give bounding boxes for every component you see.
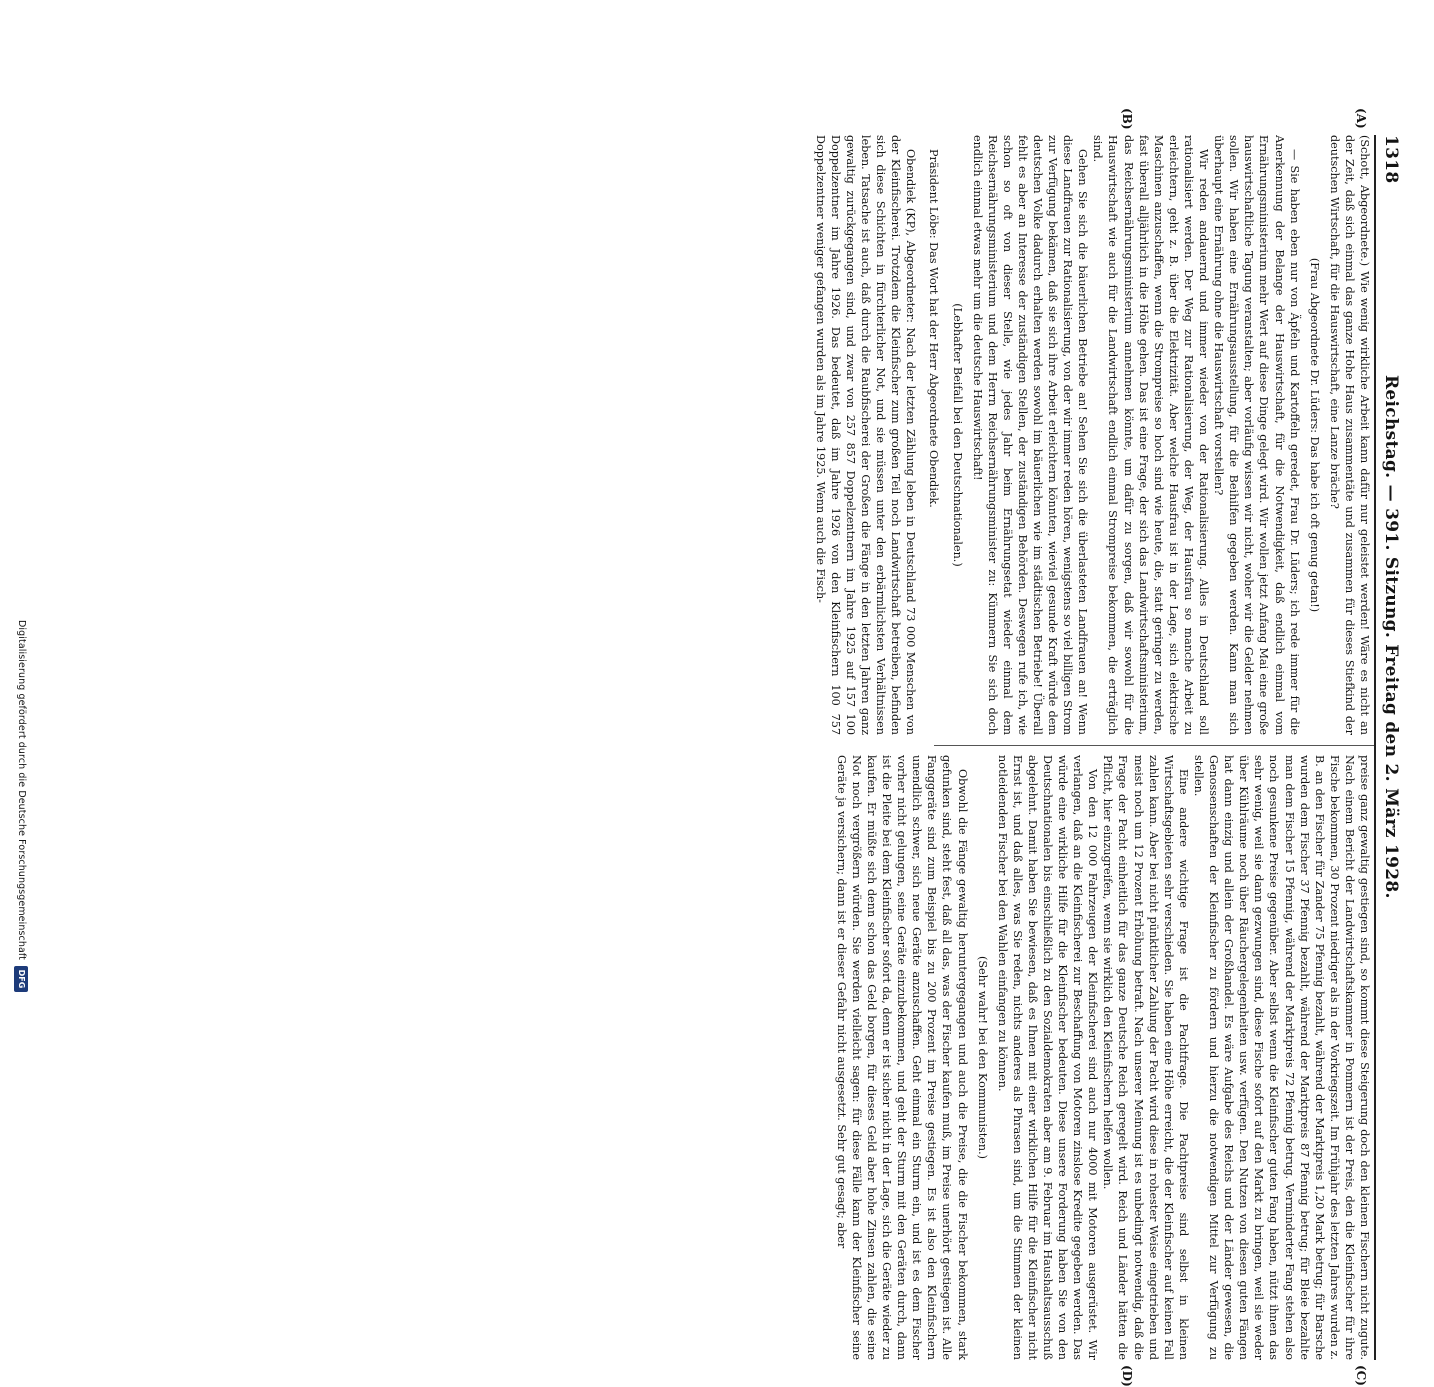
paragraph: Gehen Sie sich die bäuerlichen Betriebe an! Sehen Sie sich die überlasteten Landfrauen an! Wenn diese Landfrauen zur Rationalisierung, von der wir immer reden hören, wenigstens so viel billigen Strom zur Verfügung bekämen, daß sie sich ihre Arbeit erleichtern könnten, wieviel gesunde Kraft würde dem deutschen Volke dadurch erhalten werden sowohl im bäuerlichen wie im städtischen Betriebe! Überall fehlt es aber an Interesse der zuständigen Stellen, der zuständigen Behörden. Deswegen rufe ich, wie schon so oft von dieser Stelle, wie jedes Jahr beim Ernährungsetat wieder einmal dem Reichsernährungsministerium und dem Herrn Reichsernährungsminister zu: Kümmern Sie sich doch endlich einmal etwas mehr um die deutsche Hauswirtschaft! bbox=[970, 135, 1090, 735]
paragraph: Wir reden andauernd und immer wieder von der Rationalisierung. Alles in Deutschland soll rationalisiert werden. Der Weg zur Rationalisierung, der Weg, der Hausfrau so manche Arbeit zu erleichtern, geht z. B. über die Elektrizität. Aber welche Hausfrau ist in der Lage, sich elektrische Maschinen anzuschaffen, wenn die Strompreise so hoch sind wie heute, die, statt geringer zu werden, fast überall alljährlich in die Höhe gehen. Das ist eine Frage, der sich das Landwirtschaftsministerium, das Reichsernährungsministerium annehmen könnte, um dafür zu sorgen, daß wir sowohl für die Hauswirtschaft wie auch für die Landwirtschaft endlich einmal Strompreise bekommen, die erträglich sind. bbox=[1091, 135, 1211, 735]
footer bbox=[8, 0, 34, 1000]
header-rule bbox=[1374, 135, 1376, 1360]
paragraph: — Sie haben eben nur von Äpfeln und Kartoffeln geredet, Frau Dr. Lüders; ich rede immer für die Anerkennung der Belange der Hauswirtschaft, für die Notwendigkeit, daß endlich einmal vom Ernährungsministerium mehr Wert auf diese Dinge gelegt wird. Wir wollen jetzt Anfang Mai eine große hauswirtschaftliche Tagung veranstalten; aber vorläufig wissen wir nicht, woher wir die Gelder nehmen sollen. Wir haben eine Ernährungsausstellung, für die Beihilfen gegeben werden. Kann man sich überhaupt eine Ernährung ohne die Hauswirtschaft vorstellen? bbox=[1212, 135, 1301, 735]
page-header bbox=[1378, 135, 1404, 1360]
paragraph: Eine andere wichtige Frage ist die Pachtfrage. Die Pachtpreise sind selbst in kleinen Wirtschaftsgebieten sehr verschieden. Sie haben eine Höhe erreicht, die der Kleinfischer auf keinen Fall zahlen kann. Aber bei nicht pünktlicher Zahlung der Pacht wird diese in rohester Weise eingetrieben und meist noch um 12 Prozent Erhöhung betraft. Nach unserer Meinung ist es unbedingt notwendig, daß die Frage der Pacht einheitlich für das ganze Deutsche Reich geregelt wird. Reich und Länder hätten die Pflicht, hier einzugreifen, wenn sie wirklich den Kleinfischern helfen wollen. bbox=[1101, 755, 1190, 1360]
page-number: 1318 bbox=[1381, 135, 1401, 184]
margin-marker-b: (B) bbox=[1120, 108, 1134, 130]
interjection: (Sehr wahr! bei den Kommunisten.) bbox=[975, 955, 989, 1160]
paragraph: preise ganz gewaltig gestiegen sind, so kommt diese Steigerung doch den kleinen Fischern nicht zugute. Nach einem Bericht der Landwirtschaftskammer in Pommern ist der Preis, den die Kleinfischer für ihre Fische bekommen, 30 Prozent niedriger als in der Vorkriegszeit. Im Frühjahr des letzten Jahres wurden z. B. an den Fischer für Zander 75 Pfennig bezahlt, während der Marktpreis 1,20 Mark betrug; für Barsche wurden dem Fischer 37 Pfennig bezahlt, während der Marktpreis 87 Pfennig betrug; für Bleie bezahlte man dem Fischer 15 Pfennig, während der Marktpreis 72 Pfennig betrug. Verminderter Fang stehen also noch gesunkene Preise gegenüber. Aber selbst wenn die Kleinfischer guten Fang haben, nützt ihnen das sehr wenig, weil sie dann gezwungen sind, diese Fische sofort auf den Markt zu bringen, weil sie weder über Kühlräume noch über Räuchergelegenheiten usw. verfügen. Den Nutzen von diesen guten Fängen hat dann einzig und allein der Großhandel. Es wäre Aufgabe des Reichs und der Länder gewesen, die Genossenschaften der Kleinfischer zu fördern und hierzu die notwendigen Mittel zur Verfügung zu stellen. bbox=[1191, 755, 1371, 1360]
margin-marker-d: (D) bbox=[1120, 1365, 1134, 1387]
column-divider bbox=[934, 745, 1374, 746]
margin-marker-c: (C) bbox=[1354, 1365, 1368, 1386]
page-title: Reichstag. — 391. Sitzung. Freitag den 2. März 1928. bbox=[1381, 375, 1401, 899]
funding-note: Digitalisierung gefördert durch die Deutsche Forschungsgemeinschaft bbox=[16, 620, 27, 960]
right-column bbox=[834, 755, 1372, 1360]
paragraph: (Schott, Abgeordnete.) Wie wenig wirkliche Arbeit kann dafür nur geleistet werden! Wäre es nicht an der Zeit, daß sich einmal das ganze Hohe Haus zusammentäte und zusammen für dieses Stiefkind der deutschen Wirtschaft, für die Hauswirtschaft, eine Lanze bräche? bbox=[1327, 135, 1371, 735]
interjection: (Frau Abgeordnete Dr. Lüders: Das habe ich oft genug getan!) bbox=[1307, 257, 1321, 613]
paragraph: Obwohl die Fänge gewaltig heruntergegangen und auch die Preise, die die Fischer bekommen, stark gefunken sind, steht fest, daß all das, was der Fischer kaufen muß, im Preise unerhört gestiegen ist. Alle Fanggeräte sind zum Beispiel bis zu 200 Prozent im Preise gestiegen. Es ist also den Kleinfischern unendlich schwer, sich neue Geräte anzuschaffen. Geht einmal ein Sturm ein, und ist es dem Fischer vorher nicht gelungen, seine Geräte einzubekommen, und geht der Sturm mit den Geräten durch, dann ist die Pleite bei dem Kleinfischer sofort da, denn er ist sicher nicht in der Lage, sich die Geräte wieder zu kaufen. Er müßte sich denn schon das Geld borgen, für dieses Geld aber hohe Zinsen zahlen, die seine Not noch vergrößern würden. Sie werden vielleicht sagen: für diese Fälle kann der Kleinfischer seine Geräte ja versichern; dann ist er dieser Gefahr nicht ausgesetzt. Sehr gut gesagt; aber bbox=[834, 755, 969, 1360]
margin-marker-a: (A) bbox=[1354, 108, 1368, 129]
left-column bbox=[813, 135, 1372, 735]
interjection: (Lebhafter Beifall bei den Deutschnationalen.) bbox=[950, 303, 964, 567]
speaker-paragraph: Obendiek (KP), Abgeordneter: Nach der letzten Zählung leben in Deutschland 73 000 Menschen von der Kleinfischerei. Trotzdem die Kleinfischer zum großen Teil noch Landwirtschaft betreiben, befinden sich diese Schichten in fürchterlicher Not, und sie müssen unter den erbärmlichsten Verhältnissen leben. Tatsache ist auch, daß durch die Raubfischerei der Großen die Fänge in den letzten Jahren ganz gewaltig zurückgegangen sind, und zwar von 257 857 Doppelzentnern im Jahre 1925 auf 157 100 Doppelzentner im Jahre 1926. Das bedeutet, daß im Jahre 1926 von den Kleinfischern 100 757 Doppelzentner weniger gefangen wurden als im Jahre 1925. Wenn auch die Fisch- bbox=[813, 135, 918, 735]
paragraph: Von den 12 000 Fahrzeugen der Kleinfischerei sind auch nur 4000 mit Motoren ausgerüstet. Wir verlangen, daß an die Kleinfischerei zur Beschaffung von Motoren zinslose Kredite gegeben werden. Das würde eine wirkliche Hilfe für die Kleinfischer bedeuten. Diese unsere Forderung haben Sie von den Deutschnationalen bis einschließlich zu den Sozialdemokraten aber am 9. Februar im Haushaltsausschuß abgelehnt. Damit haben Sie bewiesen, daß es Ihnen mit einer wirklichen Hilfe für die Kleinfischer nicht Ernst ist, und daß alles, was Sie reden, nichts anderes als Phrasen sind, um die Stimmen der kleinen notleidenden Fischer bei den Wahlen einfangen zu können. bbox=[995, 755, 1100, 1360]
speaker-paragraph: Präsident Löbe: Das Wort hat der Herr Abgeordnete Obendiek. bbox=[927, 149, 941, 508]
dfg-logo: DFG bbox=[14, 966, 28, 992]
